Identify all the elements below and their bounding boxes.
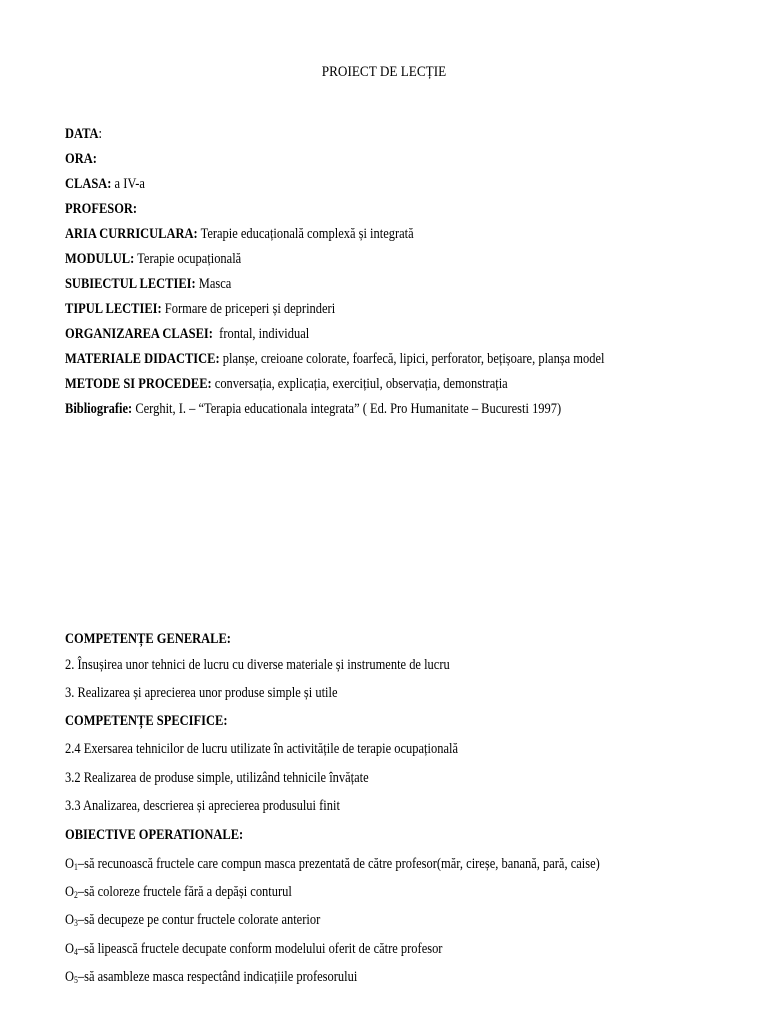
header-value: Masca (195, 276, 232, 292)
obiectiv-item (65, 884, 292, 901)
obiectiv-text: –să decupeze pe contur fructele colorate anterior (77, 912, 321, 928)
obiectiv-code: O (65, 941, 75, 957)
document-title: PROIECT DE LECȚIE (321, 64, 447, 80)
header-modulul (65, 251, 241, 268)
obiectiv-text: –să recunoască fructele care compun masca prezentată de către profesor(măr, cireșe, banană, pară, caise) (77, 856, 600, 872)
header-aria-curriculara (65, 226, 414, 243)
obiectiv-code: O (65, 912, 75, 928)
header-value: Terapie ocupațională (134, 251, 242, 267)
competente-generale-heading: COMPETENȚE GENERALE: (65, 631, 231, 647)
header-label: MATERIALE DIDACTICE: (65, 351, 220, 367)
obiectiv-index: 1 (74, 862, 78, 872)
header-label: CLASA: (65, 176, 112, 192)
header-label: PROFESOR: (65, 201, 138, 217)
competente-specifice-heading: COMPETENȚE SPECIFICE: (65, 713, 228, 729)
obiectiv-item (65, 941, 442, 958)
obiectiv-code: O (65, 856, 75, 872)
header-value: planșe, creioane colorate, foarfecă, lipici, perforator, bețișoare, planșa model (219, 351, 605, 367)
header-materiale-didactice (65, 351, 604, 368)
header-label: TIPUL LECTIEI: (65, 301, 162, 317)
header-label: SUBIECTUL LECTIEI: (65, 276, 196, 292)
header-tipul-lectiei (65, 301, 335, 318)
header-sep: : (98, 126, 102, 142)
header-value: Cerghit, I. – “Terapia educationala integrata” ( Ed. Pro Humanitate – Bucuresti 1997) (132, 401, 562, 417)
header-date (65, 126, 102, 143)
header-label: ARIA CURRICULARA: (65, 226, 198, 242)
competenta-specifica-item: 2.4 Exersarea tehnicilor de lucru utilizate în activitățile de terapie ocupațională (65, 741, 458, 757)
competenta-specifica-item: 3.3 Analizarea, descrierea și aprecierea produsului finit (65, 798, 340, 814)
obiective-heading: OBIECTIVE OPERATIONALE: (65, 827, 244, 843)
header-label: DATA (65, 126, 99, 142)
obiectiv-text: –să asambleze masca respectând indicațiile profesorului (77, 969, 358, 985)
header-value: frontal, individual (212, 326, 310, 342)
obiectiv-text: –să lipească fructele decupate conform modelului oferit de către profesor (77, 941, 443, 957)
obiectiv-index: 3 (74, 918, 78, 928)
header-subiectul-lectiei (65, 276, 231, 293)
header-bibliografie (65, 401, 561, 418)
obiectiv-item (65, 856, 600, 873)
competenta-generala-item: 3. Realizarea și aprecierea unor produse simple și utile (65, 685, 338, 701)
header-label: ORA: (65, 151, 97, 167)
header-profesor (65, 201, 137, 218)
header-label: Bibliografie: (65, 401, 133, 417)
obiectiv-code: O (65, 969, 75, 985)
header-label: METODE SI PROCEDEE: (65, 376, 212, 392)
header-value: conversația, explicația, exercițiul, observația, demonstrația (211, 376, 508, 392)
obiectiv-text: –să coloreze fructele fără a depăși conturul (77, 884, 292, 900)
header-value: Formare de priceperi și deprinderi (161, 301, 336, 317)
header-clasa (65, 176, 145, 193)
header-label: MODULUL: (65, 251, 135, 267)
header-value: Terapie educațională complexă și integrată (197, 226, 414, 242)
header-ora (65, 151, 97, 168)
competenta-specifica-item: 3.2 Realizarea de produse simple, utilizând tehnicile învățate (65, 770, 369, 786)
obiectiv-index: 5 (74, 975, 78, 985)
header-label: ORGANIZAREA CLASEI: (65, 326, 213, 342)
header-metode-procedee (65, 376, 508, 393)
obiectiv-index: 4 (74, 947, 78, 957)
header-organizarea-clasei (65, 326, 309, 343)
competenta-generala-item: 2. Însușirea unor tehnici de lucru cu diverse materiale și instrumente de lucru (65, 657, 450, 673)
header-value: a IV-a (111, 176, 145, 192)
obiectiv-item (65, 969, 357, 986)
obiectiv-item (65, 912, 320, 929)
obiectiv-code: O (65, 884, 75, 900)
obiectiv-index: 2 (74, 890, 78, 900)
